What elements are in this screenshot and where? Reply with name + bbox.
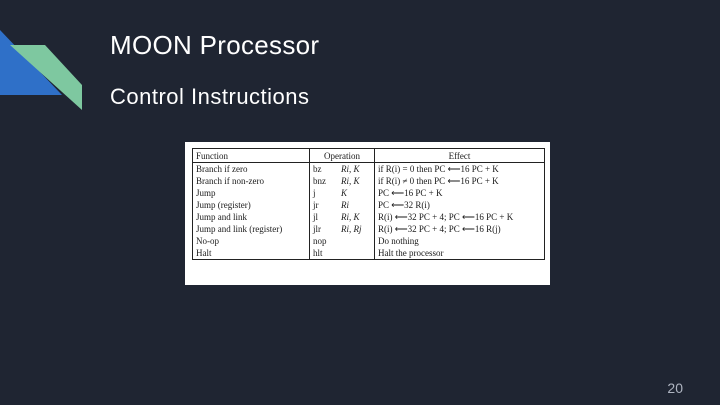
cell-opcode: j [313,188,316,198]
cell-opcode: bz [313,164,322,174]
cell-effect: PC ⟵16 PC + K [375,187,545,199]
cell-function: Jump and link [193,211,310,223]
cell-operands: Ri, K [338,211,375,223]
cell-function: Jump (register) [193,199,310,211]
table-row [193,187,545,199]
table-row [193,199,545,211]
table-row [193,175,545,187]
cell-operands: K [338,187,375,199]
cell-opcode: hlt [310,247,339,260]
cell-function: Branch if non-zero [193,175,310,187]
slide-title: MOON Processor [110,30,320,60]
table-row [193,163,545,176]
table-row [193,235,545,247]
cell-operands [338,247,375,260]
slide-page-number: 20 [667,380,683,396]
header-operation: Operation [310,149,375,163]
cell-effect: R(i) ⟵32 PC + 4; PC ⟵16 PC + K [375,211,545,223]
corner-decoration [0,0,90,120]
cell-function: Branch if zero [193,163,310,176]
slide-subtitle: Control Instructions [110,84,310,109]
instruction-table-image [185,142,550,285]
cell-function: Halt [193,247,310,260]
cell-opcode: jr [313,200,319,210]
cell-function: Jump [193,187,310,199]
cell-effect: R(i) ⟵32 PC + 4; PC ⟵16 R(j) [375,223,545,235]
cell-opcode: nop [313,236,327,246]
header-function: Function [193,149,310,163]
cell-effect: if R(i) = 0 then PC ⟵16 PC + K [375,163,545,176]
cell-effect: PC ⟵32 R(i) [375,199,545,211]
table-row [193,223,545,235]
cell-opcode: jl [313,212,319,222]
cell-opcode: jlr [313,224,321,234]
cell-function: Jump and link (register) [193,223,310,235]
table-row [193,211,545,223]
cell-opcode: bnz [313,176,326,186]
cell-operands: Ri, K [338,175,375,187]
cell-operands: Ri, K [338,163,375,176]
cell-operands: Ri, Rj [338,223,375,235]
cell-effect: if R(i) ≠ 0 then PC ⟵16 PC + K [375,175,545,187]
cell-function: No-op [193,235,310,247]
control-instructions-table [192,148,545,260]
cell-operands: Ri [338,199,375,211]
header-effect: Effect [375,149,545,163]
cell-effect: Halt the processor [375,247,545,260]
cell-operands [338,235,375,247]
table-row [193,247,545,260]
table-header-row [193,149,545,163]
cell-effect: Do nothing [375,235,545,247]
